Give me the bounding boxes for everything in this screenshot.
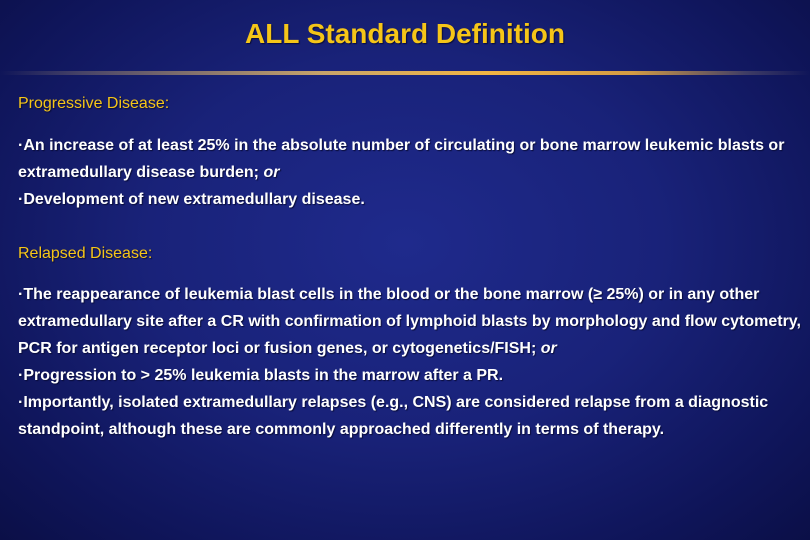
- bullet-icon: ·: [18, 367, 24, 384]
- bullet-icon: ·: [18, 191, 24, 208]
- criteria-item: [18, 132, 803, 186]
- slide-title: ALL Standard Definition: [245, 18, 565, 49]
- criteria-connector: or: [263, 164, 280, 181]
- criteria-connector: or: [540, 340, 557, 357]
- criteria-item: [18, 389, 803, 443]
- bullet-icon: ·: [18, 137, 24, 154]
- relapsed-disease-criteria: [18, 281, 803, 443]
- criteria-text: Development of new extramedullary disease.: [23, 191, 365, 208]
- criteria-item: [18, 281, 803, 362]
- title-divider: [0, 71, 810, 75]
- bullet-icon: ·: [18, 394, 24, 411]
- criteria-text: Progression to > 25% leukemia blasts in the marrow after a PR.: [23, 367, 504, 384]
- section-heading-relapsed: Relapsed Disease:: [18, 245, 153, 262]
- progressive-disease-criteria: [18, 132, 803, 213]
- criteria-text: Importantly, isolated extramedullary relapses (e.g., CNS) are considered relapse from a diagnostic standpoint, although these are commonly approached differently in terms of therapy.: [18, 394, 769, 438]
- criteria-text: An increase of at least 25% in the absolute number of circulating or bone marrow leukemic blasts or extramedullary disease burden;: [18, 137, 785, 181]
- criteria-text: The reappearance of leukemia blast cells in the blood or the bone marrow (≥ 25%) or in any other extramedullary site after a CR with confirmation of lymphoid blasts by morphology and flow cytometry, PCR for antigen receptor loci or fusion genes, or cytogenetics/FISH;: [18, 286, 801, 357]
- section-heading-progressive: Progressive Disease:: [18, 95, 170, 112]
- bullet-icon: ·: [18, 286, 24, 303]
- criteria-item: [18, 362, 803, 389]
- criteria-item: [18, 186, 803, 213]
